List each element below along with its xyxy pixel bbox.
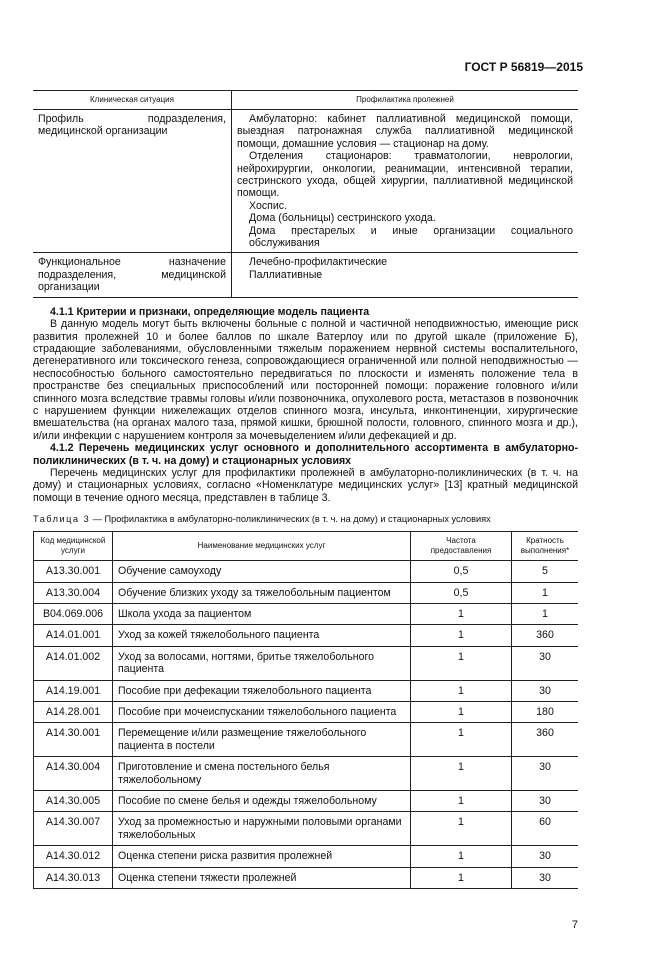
table-cell: Уход за промежностью и наружными половыми органами тяжелобольных [113, 812, 411, 846]
table-row [34, 791, 579, 812]
table-row [33, 110, 578, 253]
table-cell: Обучение близких уходу за тяжелобольным пациентом [113, 582, 411, 603]
table-row [34, 702, 579, 723]
table-cell: 1 [411, 604, 512, 625]
body-text [33, 306, 578, 505]
table-cell: A13.30.004 [34, 582, 113, 603]
document-header: ГОСТ Р 56819—2015 [464, 60, 583, 74]
table-cell: 360 [512, 625, 579, 646]
table-cell: 30 [512, 680, 579, 701]
page-number: 7 [571, 919, 578, 932]
column-header: Клиническая ситуация [33, 91, 232, 110]
table-cell: Оценка степени тяжести пролежней [113, 867, 411, 888]
table-cell: B04.069.006 [34, 604, 113, 625]
cell-line: Паллиативные [249, 268, 323, 281]
table-cell: 180 [512, 702, 579, 723]
cell-line: Отделения стационаров: травматологии, неврологии, нейрохирургии, онкологии, реанимации, интенсивной терапии, сестринского ухода, общей хирургии, паллиативной медицинской помощи. [237, 150, 573, 200]
table-row [34, 680, 579, 701]
table-cell: 30 [512, 791, 579, 812]
table-cell: 60 [512, 812, 579, 846]
table-cell: Обучение самоуходу [113, 561, 411, 582]
cell-line: Дома (больницы) сестринского ухода. [249, 212, 436, 225]
table-cell: 30 [512, 757, 579, 791]
table-cell: A14.30.013 [34, 867, 113, 888]
table-row [34, 812, 579, 846]
profile-table [33, 90, 578, 298]
services-table [33, 531, 578, 889]
table-cell: Пособие по смене белья и одежды тяжелобольному [113, 791, 411, 812]
paragraph: В данную модель могут быть включены больные с полной и частичной неподвижностью, имеющие риск развития пролежней 10 и более баллов по шкале Ватерлоу или по другой шкале (приложение Б), страдающие заболеваниями, обусловленными тяжелым поражением нервной системы воспалительного, дегенеративного или токсического генеза, сопровождающиеся ограниченной или полной неподвижностью — неспособностью больного самостоятельно передвигаться по плоскости и изменять положение тела в пространстве без специальных приспособлений или посторонней помощи: поражение головного и/или спинного мозга вследствие травмы головы и/или позвоночника, опухолевого роста, метастазов в позвоночник с нарушением функции нижележащих отделов спинного мозга, инсульта, инконтиненции, хирургические вмешательства (на органах малого таза, прямой кишки, брюшной полости, головного, спинного мозга и др.), и/или инфекции с нарушением контроля за мочевыделением и/или дефекацией и др. [33, 318, 578, 442]
table-cell: 1 [411, 680, 512, 701]
table-cell: 5 [512, 561, 579, 582]
table-cell: A14.19.001 [34, 680, 113, 701]
table-caption [33, 514, 578, 525]
table-cell: Уход за волосами, ногтями, бритье тяжелобольного пациента [113, 646, 411, 680]
section-heading: 4.1.2 Перечень медицинских услуг основного и дополнительного ассортимента в амбулаторно-поликлинических (в т. ч. на дому) и стационарных условиях [33, 442, 578, 467]
table-row [34, 561, 579, 582]
table-cell: 0,5 [411, 561, 512, 582]
table-cell: A14.30.012 [34, 846, 113, 867]
column-header: Профилактика пролежней [232, 91, 579, 110]
table-cell: Оценка степени риска развития пролежней [113, 846, 411, 867]
table-row [34, 604, 579, 625]
column-header: Код медицинской услуги [34, 532, 113, 561]
table-cell: 360 [512, 723, 579, 757]
table-row [34, 582, 579, 603]
table-cell: 1 [411, 625, 512, 646]
table-cell: Пособие при мочеиспускании тяжелобольного пациента [113, 702, 411, 723]
column-header: Наименование медицинских услуг [113, 532, 411, 561]
paragraph: Перечень медицинских услуг для профилактики пролежней в амбулаторно-поликлинических (в т. ч. на дому) и стационарных условиях, согласно «Номенклатуре медицинских услуг» [13] кратный медицинской помощи в течение одного месяца, представлен в таблице 3. [33, 466, 578, 504]
cell-line: Дома престарелых и иные организации социального обслуживания [249, 224, 573, 250]
table-cell: A14.28.001 [34, 702, 113, 723]
table-cell: 1 [411, 723, 512, 757]
table-cell: 1 [411, 867, 512, 888]
table-cell: 1 [411, 812, 512, 846]
caption-label: Таблица 3 [33, 514, 91, 525]
table-row [34, 846, 579, 867]
table-row [34, 646, 579, 680]
caption-text: — Профилактика в амбулаторно-поликлинических (в т. ч. на дому) и стационарных условиях [90, 514, 491, 525]
table-cell: A14.30.007 [34, 812, 113, 846]
column-header: Частота предоставления [411, 532, 512, 561]
table-row [34, 757, 579, 791]
section-heading: 4.1.1 Критерии и признаки, определяющие модель пациента [50, 305, 370, 318]
table-cell: 30 [512, 867, 579, 888]
column-header: Кратность выполнения* [512, 532, 579, 561]
table-cell: Приготовление и смена постельного белья тяжелобольному [113, 757, 411, 791]
table-cell: 1 [512, 582, 579, 603]
table-cell: Школа ухода за пациентом [113, 604, 411, 625]
table-cell: 1 [411, 846, 512, 867]
table-cell [232, 110, 579, 253]
table-cell: 1 [512, 604, 579, 625]
table-row [34, 625, 579, 646]
table-cell [232, 253, 579, 297]
table-cell: 1 [411, 757, 512, 791]
table-cell: Пособие при дефекации тяжелобольного пациента [113, 680, 411, 701]
table-cell: 1 [411, 702, 512, 723]
table-cell: A14.01.002 [34, 646, 113, 680]
table-cell: A14.30.001 [34, 723, 113, 757]
table-cell: A13.30.001 [34, 561, 113, 582]
table-cell: Функциональное назначение подразделения, медицинской организации [33, 253, 232, 297]
table-cell: Уход за кожей тяжелобольного пациента [113, 625, 411, 646]
table-row [34, 723, 579, 757]
table-row [34, 867, 579, 888]
cell-line: Лечебно-профилактические [249, 256, 388, 269]
table-cell: 1 [411, 646, 512, 680]
cell-line: Амбулаторно: кабинет паллиативной медицинской помощи, выездная патронажная служба паллиативной медицинской помощи, домашние условия — стационар на дому. [237, 113, 573, 150]
table-cell: 0,5 [411, 582, 512, 603]
table-cell: Перемещение и/или размещение тяжелобольного пациента в постели [113, 723, 411, 757]
table-cell: A14.01.001 [34, 625, 113, 646]
table-cell: 30 [512, 646, 579, 680]
table-row [33, 253, 578, 297]
table-cell: Профиль подразделения, медицинской организации [33, 110, 232, 253]
table-cell: A14.30.004 [34, 757, 113, 791]
cell-line: Хоспис. [249, 199, 288, 212]
table-cell: A14.30.005 [34, 791, 113, 812]
table-cell: 30 [512, 846, 579, 867]
table-cell: 1 [411, 791, 512, 812]
